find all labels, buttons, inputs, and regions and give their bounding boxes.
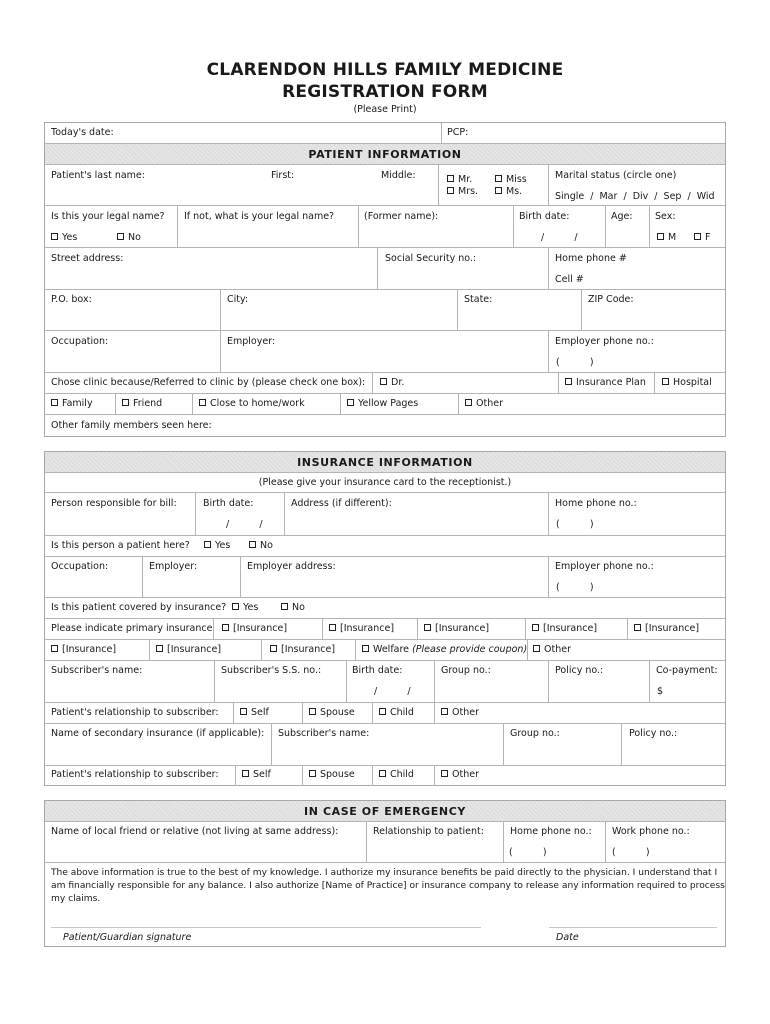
employer-phone-label: Employer phone no.:	[555, 336, 654, 347]
state-label: State:	[464, 294, 493, 305]
responsible-birth-date-label: Birth date:	[203, 498, 254, 509]
primary-insurance-option-7[interactable]: [Insurance]	[156, 644, 221, 655]
relationship-child-checkbox[interactable]	[379, 708, 386, 715]
subscriber-ssn-label: Subscriber's S.S. no.:	[221, 665, 322, 676]
primary-ins-8-checkbox[interactable]	[270, 645, 277, 652]
subscriber-birth-date-label: Birth date:	[352, 665, 403, 676]
mrs-checkbox[interactable]	[447, 187, 454, 194]
ins-employer-address-label: Employer address:	[247, 561, 336, 572]
relationship-label: Patient's relationship to subscriber:	[51, 707, 219, 718]
primary-insurance-option-5[interactable]: [Insurance]	[634, 623, 699, 634]
signature-label: Patient/Guardian signature	[63, 932, 192, 943]
responsible-label: Person responsible for bill:	[51, 498, 177, 509]
insurance-info-title: INSURANCE INFORMATION	[297, 456, 473, 469]
ins-occupation-label: Occupation:	[51, 561, 109, 572]
copayment-label: Co-payment:	[656, 665, 718, 676]
relationship-child-option[interactable]: Child	[379, 707, 414, 718]
referral-hospital-option[interactable]: Hospital	[662, 377, 712, 388]
referral-other-option[interactable]: Other	[465, 398, 503, 409]
legal-no-option[interactable]: No	[117, 232, 141, 243]
covered-no-option[interactable]: No	[281, 602, 305, 613]
relationship-spouse-option[interactable]: Spouse	[309, 707, 355, 718]
responsible-birth-date-slashes[interactable]: / /	[226, 519, 263, 530]
secondary-other-option[interactable]: Other	[441, 769, 479, 780]
referral-friend-option[interactable]: Friend	[122, 398, 162, 409]
occupation-label: Occupation:	[51, 336, 109, 347]
other-family-label: Other family members seen here:	[51, 420, 212, 431]
emergency-relationship-label: Relationship to patient:	[373, 826, 484, 837]
todays-date-label: Today's date:	[51, 127, 114, 138]
is-patient-no-checkbox[interactable]	[249, 541, 256, 548]
po-box-label: P.O. box:	[51, 294, 92, 305]
marital-status-label: Marital status (circle one)	[555, 170, 677, 181]
responsible-home-phone-label: Home phone no.:	[555, 498, 637, 509]
sex-label: Sex:	[655, 211, 676, 222]
primary-insurance-option-2[interactable]: [Insurance]	[329, 623, 394, 634]
secondary-group-no-label: Group no.:	[510, 728, 560, 739]
authorization-statement-line1: The above information is true to the best of my knowledge. I authorize my insurance benefits be paid directly to the physician. I understand that I	[51, 868, 718, 878]
secondary-child-checkbox[interactable]	[379, 770, 386, 777]
mr-checkbox[interactable]	[447, 175, 454, 182]
is-patient-question: Is this person a patient here?	[51, 540, 190, 551]
signature-line[interactable]	[51, 927, 481, 928]
legal-yes-checkbox[interactable]	[51, 233, 58, 240]
referral-insurance-plan-option[interactable]: Insurance Plan	[565, 377, 646, 388]
authorization-statement-line3: my claims.	[51, 894, 101, 904]
employer-label: Employer:	[227, 336, 276, 347]
ssn-label: Social Security no.:	[385, 253, 477, 264]
primary-ins-6-checkbox[interactable]	[51, 645, 58, 652]
ins-employer-phone-label: Employer phone no.:	[555, 561, 654, 572]
secondary-policy-no-label: Policy no.:	[629, 728, 678, 739]
birth-date-slashes[interactable]: / /	[541, 232, 578, 243]
secondary-insurance-label: Name of secondary insurance (if applicable):	[51, 728, 265, 739]
primary-ins-4-checkbox[interactable]	[532, 624, 539, 631]
title-ms-option[interactable]: Ms.	[495, 186, 522, 197]
is-patient-no-option[interactable]: No	[249, 540, 273, 551]
secondary-relationship-label: Patient's relationship to subscriber:	[51, 769, 219, 780]
is-patient-yes-option[interactable]: Yes	[204, 540, 230, 551]
ins-other-option[interactable]: Other	[533, 644, 571, 655]
responsible-phone-parens[interactable]: ( )	[556, 519, 594, 530]
yellow-pages-checkbox[interactable]	[347, 399, 354, 406]
covered-no-checkbox[interactable]	[281, 603, 288, 610]
date-label: Date	[556, 932, 579, 943]
primary-insurance-option-8[interactable]: [Insurance]	[270, 644, 335, 655]
marital-status-options[interactable]: Single / Mar / Div / Sep / Wid	[555, 191, 715, 202]
title-mrs-option[interactable]: Mrs.	[447, 186, 478, 197]
policy-no-label: Policy no.:	[555, 665, 604, 676]
legal-name-question: Is this your legal name?	[51, 211, 165, 222]
emergency-title: IN CASE OF EMERGENCY	[304, 805, 466, 818]
secondary-subscriber-name-label: Subscriber's name:	[278, 728, 370, 739]
former-name-label: (Former name):	[364, 211, 439, 222]
employer-phone-parens[interactable]: ( )	[556, 357, 594, 368]
hospital-checkbox[interactable]	[662, 378, 669, 385]
emergency-header	[45, 801, 725, 821]
is-patient-yes-checkbox[interactable]	[204, 541, 211, 548]
responsible-address-label: Address (if different):	[291, 498, 392, 509]
sex-f-checkbox[interactable]	[694, 233, 701, 240]
home-phone-label: Home phone #	[555, 253, 627, 264]
group-no-label: Group no.:	[441, 665, 491, 676]
welfare-checkbox[interactable]	[362, 645, 369, 652]
secondary-spouse-checkbox[interactable]	[309, 770, 316, 777]
last-name-label: Patient's last name:	[51, 170, 145, 181]
ins-other-checkbox[interactable]	[533, 645, 540, 652]
relationship-spouse-checkbox[interactable]	[309, 708, 316, 715]
primary-ins-7-checkbox[interactable]	[156, 645, 163, 652]
primary-insurance-option-3[interactable]: [Insurance]	[424, 623, 489, 634]
secondary-spouse-option[interactable]: Spouse	[309, 769, 355, 780]
referral-dr-option[interactable]: Dr.	[380, 377, 404, 388]
relationship-other-option[interactable]: Other	[441, 707, 479, 718]
authorization-statement-line2: am financially responsible for any balance. I also authorize [Name of Practice] or insurance company to release any information required to process	[51, 881, 725, 891]
patient-info-title: PATIENT INFORMATION	[308, 148, 462, 161]
secondary-self-option[interactable]: Self	[242, 769, 271, 780]
legal-name-label: If not, what is your legal name?	[184, 211, 335, 222]
title-miss-option[interactable]: Miss	[495, 174, 527, 185]
form-title-line2: REGISTRATION FORM	[282, 82, 488, 102]
local-friend-label: Name of local friend or relative (not living at same address):	[51, 826, 339, 837]
primary-insurance-option-4[interactable]: [Insurance]	[532, 623, 597, 634]
referral-yellow-pages-option[interactable]: Yellow Pages	[347, 398, 418, 409]
close-home-checkbox[interactable]	[199, 399, 206, 406]
ins-employer-label: Employer:	[149, 561, 198, 572]
emergency-work-phone-label: Work phone no.:	[612, 826, 690, 837]
emergency-home-phone-parens[interactable]: ( )	[509, 847, 547, 858]
secondary-other-checkbox[interactable]	[441, 770, 448, 777]
first-name-label: First:	[271, 170, 295, 181]
referral-close-home-option[interactable]: Close to home/work	[199, 398, 305, 409]
age-label: Age:	[611, 211, 633, 222]
date-line[interactable]	[549, 927, 717, 928]
insurance-card-note: (Please give your insurance card to the receptionist.)	[258, 477, 512, 488]
sex-m-option[interactable]: M	[657, 232, 676, 243]
insurance-info-header	[45, 452, 725, 472]
covered-yes-checkbox[interactable]	[232, 603, 239, 610]
zip-label: ZIP Code:	[588, 294, 634, 305]
sex-f-option[interactable]: F	[694, 232, 710, 243]
middle-name-label: Middle:	[381, 170, 416, 181]
form-subtitle: (Please Print)	[353, 104, 417, 115]
primary-ins-5-checkbox[interactable]	[634, 624, 641, 631]
ms-checkbox[interactable]	[495, 187, 502, 194]
birth-date-label: Birth date:	[519, 211, 570, 222]
form-title-line1: CLARENDON HILLS FAMILY MEDICINE	[206, 60, 564, 80]
secondary-self-checkbox[interactable]	[242, 770, 249, 777]
patient-info-header	[45, 144, 725, 164]
relationship-self-option[interactable]: Self	[240, 707, 269, 718]
subscriber-birth-date-slashes[interactable]: / /	[374, 686, 411, 697]
family-checkbox[interactable]	[51, 399, 58, 406]
referral-family-option[interactable]: Family	[51, 398, 93, 409]
copayment-dollar[interactable]: $	[657, 686, 664, 697]
legal-no-checkbox[interactable]	[117, 233, 124, 240]
chose-clinic-label: Chose clinic because/Referred to clinic by (please check one box):	[51, 377, 366, 388]
street-address-label: Street address:	[51, 253, 124, 264]
friend-checkbox[interactable]	[122, 399, 129, 406]
emergency-work-phone-parens[interactable]: ( )	[612, 847, 650, 858]
relationship-self-checkbox[interactable]	[240, 708, 247, 715]
dr-checkbox[interactable]	[380, 378, 387, 385]
primary-ins-3-checkbox[interactable]	[424, 624, 431, 631]
covered-question: Is this patient covered by insurance?	[51, 602, 227, 613]
title-mr-option[interactable]: Mr.	[447, 174, 472, 185]
relationship-other-checkbox[interactable]	[441, 708, 448, 715]
secondary-child-option[interactable]: Child	[379, 769, 414, 780]
primary-insurance-option-6[interactable]: [Insurance]	[51, 644, 116, 655]
welfare-option[interactable]: Welfare (Please provide coupon)	[362, 644, 527, 655]
primary-ins-2-checkbox[interactable]	[329, 624, 336, 631]
covered-yes-option[interactable]: Yes	[232, 602, 258, 613]
cell-phone-label: Cell #	[555, 274, 584, 285]
ins-employer-phone-parens[interactable]: ( )	[556, 582, 594, 593]
subscriber-name-label: Subscriber's name:	[51, 665, 143, 676]
primary-ins-1-checkbox[interactable]	[222, 624, 229, 631]
pcp-label: PCP:	[447, 127, 469, 138]
primary-insurance-option-1[interactable]: [Insurance]	[222, 623, 287, 634]
referral-other-checkbox[interactable]	[465, 399, 472, 406]
primary-insurance-label: Please indicate primary insurance	[51, 623, 213, 634]
sex-m-checkbox[interactable]	[657, 233, 664, 240]
emergency-home-phone-label: Home phone no.:	[510, 826, 592, 837]
miss-checkbox[interactable]	[495, 175, 502, 182]
insurance-plan-checkbox[interactable]	[565, 378, 572, 385]
legal-yes-option[interactable]: Yes	[51, 232, 77, 243]
city-label: City:	[227, 294, 249, 305]
